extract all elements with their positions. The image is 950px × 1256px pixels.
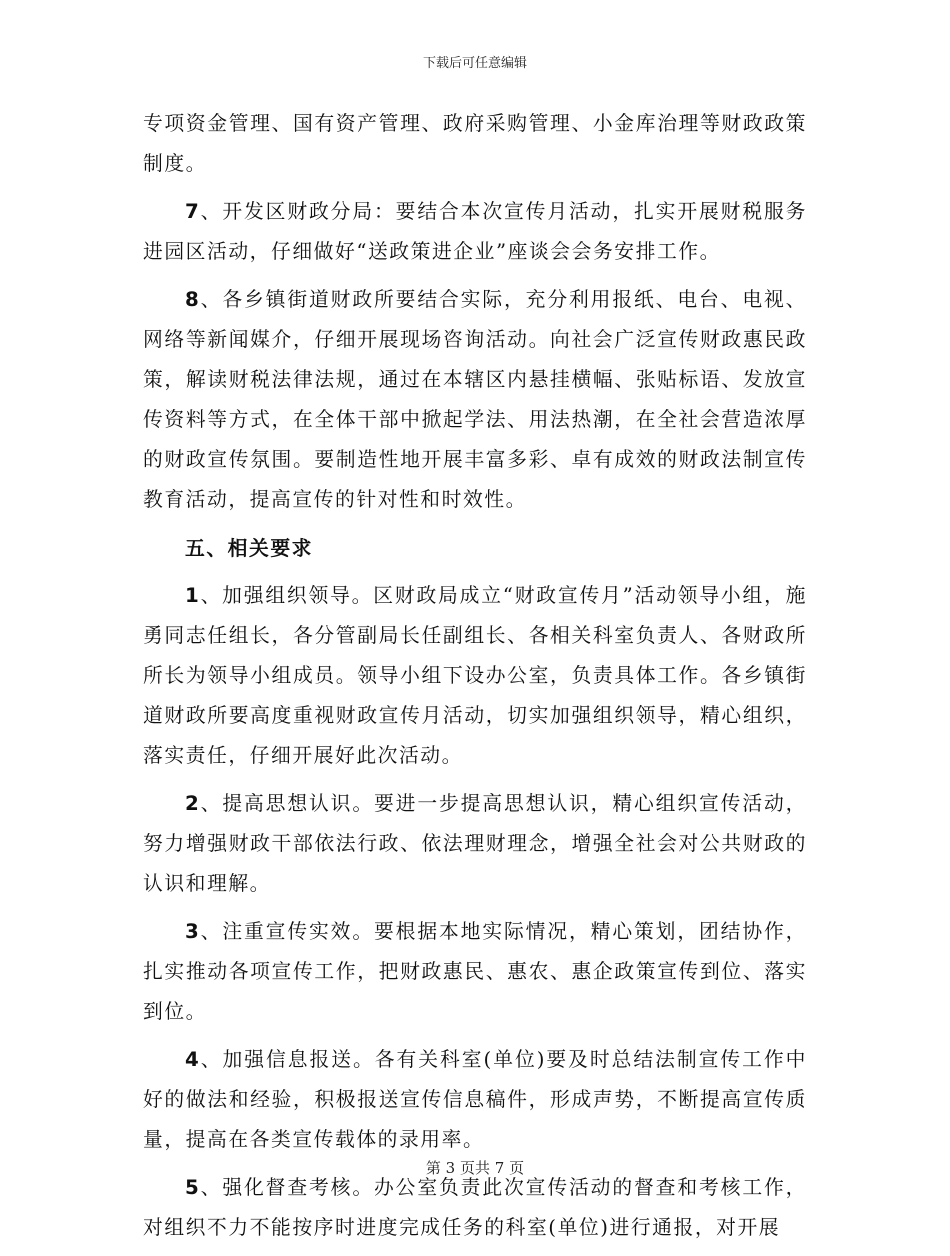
paragraph-text: 专项资金管理、国有资产管理、政府采购管理、小金库治理等财政政策制度。: [143, 112, 807, 175]
paragraph-requirement-1: [143, 576, 807, 776]
item-number: 2: [185, 792, 201, 815]
item-number: 4: [185, 1048, 201, 1071]
document-body: [143, 104, 807, 1256]
item-number: 1: [185, 584, 201, 607]
paragraph-requirement-4: [143, 1040, 807, 1160]
page-footer: 第 3 页共 7 页: [425, 1159, 525, 1177]
paragraph-item-8: [143, 280, 807, 520]
paragraph-text: 、注重宣传实效。要根据本地实际情况，精心策划，团结协作，扎实推动各项宣传工作，把财政惠民、惠农、惠企政策宣传到位、落实到位。: [143, 920, 807, 1023]
paragraph-text: 、强化督查考核。办公室负责此次宣传活动的督查和考核工作，对组织不力不能按序时进度完成任务的科室(单位)进行通报，对开展: [143, 1176, 807, 1239]
item-number: 5: [185, 1176, 201, 1199]
page-header: 下载后可任意编辑: [422, 56, 527, 71]
paragraph-text: 、提高思想认识。要进一步提高思想认识，精心组织宣传活动，努力增强财政干部依法行政、依法理财理念，增强全社会对公共财政的认识和理解。: [143, 792, 807, 895]
paragraph-text: 、开发区财政分局：要结合本次宣传月活动，扎实开展财税服务进园区活动，仔细做好“送政策进企业”座谈会会务安排工作。: [143, 200, 807, 263]
paragraph-requirement-3: [143, 912, 807, 1032]
paragraph-requirement-2: [143, 784, 807, 904]
paragraph-requirement-5: [143, 1168, 807, 1248]
paragraph-continuation: [143, 104, 807, 184]
item-number: 8: [185, 288, 201, 311]
paragraph-item-7: [143, 192, 807, 272]
paragraph-text: 、加强信息报送。各有关科室(单位)要及时总结法制宣传工作中好的做法和经验，积极报送宣传信息稿件，形成声势，不断提高宣传质量，提高在各类宣传载体的录用率。: [143, 1048, 807, 1151]
item-number: 3: [185, 920, 201, 943]
paragraph-text: 、加强组织领导。区财政局成立“财政宣传月”活动领导小组，施勇同志任组长，各分管副局长任副组长、各相关科室负责人、各财政所所长为领导小组成员。领导小组下设办公室，负责具体工作。各乡镇街道财政所要高度重视财政宣传月活动，切实加强组织领导，精心组织，落实责任，仔细开展好此次活动。: [143, 584, 807, 767]
section-heading: [143, 528, 807, 568]
item-number: 7: [185, 200, 201, 223]
paragraph-text: 、各乡镇街道财政所要结合实际，充分利用报纸、电台、电视、网络等新闻媒介，仔细开展现场咨询活动。向社会广泛宣传财政惠民政策，解读财税法律法规，通过在本辖区内悬挂横幅、张贴标语、发放宣传资料等方式，在全体干部中掀起学法、用法热潮，在全社会营造浓厚的财政宣传氛围。要制造性地开展丰富多彩、卓有成效的财政法制宣传教育活动，提高宣传的针对性和时效性。: [143, 288, 807, 511]
section-heading-text: 五、相关要求: [185, 536, 313, 560]
